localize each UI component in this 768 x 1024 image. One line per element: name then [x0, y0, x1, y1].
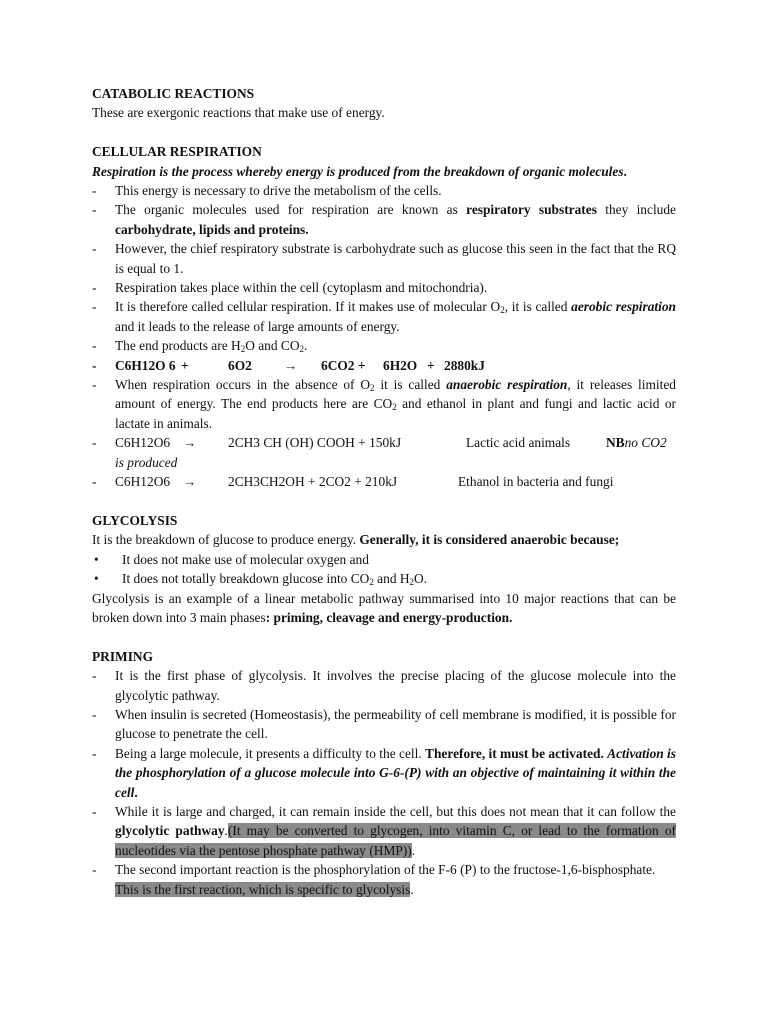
list-item: • It does not make use of molecular oxygen and	[94, 551, 369, 567]
list-item: - While it is large and charged, it can remain inside the cell, but this does not mean that it can follow the glycolytic pathway.(It may be converted to glycogen, into vitamin C, or lead to the formation of nucleotides via the pentose phosphate pathway (HMP)).	[92, 803, 676, 858]
list-item: - Being a large molecule, it presents a difficulty to the cell. Therefore, it must be activated. Activation is the phosphorylation of a glucose molecule into G-6-(P) with an objective of maintaining it within the cell.	[92, 745, 676, 800]
highlighted-text: (It may be converted to glycogen, into vitamin C, or lead to the formation of nucleotides via the pentose phosphate pathway (HMP))	[115, 823, 676, 858]
glycolysis-paragraph: Glycolysis is an example of a linear metabolic pathway summarised into 10 major reactions that can be broken down into 3 main phases: priming, cleavage and energy-production.	[92, 590, 676, 625]
list-item: - The second important reaction is the phosphorylation of the F-6 (P) to the fructose-1,6-bisphosphate. This is the first reaction, which is specific to glycolysis.	[92, 862, 656, 897]
list-item: - However, the chief respiratory substrate is carbohydrate such as glucose this seen in the fact that the RQ is equal to 1.	[92, 241, 676, 276]
document-page	[92, 84, 676, 899]
list-item: - Respiration takes place within the cell (cytoplasm and mitochondria).	[92, 280, 488, 296]
list-item: - It is the first phase of glycolysis. It involves the precise placing of the glucose molecule into the glycolytic pathway.	[92, 668, 676, 703]
glycolysis-intro: It is the breakdown of glucose to produce energy. Generally, it is considered anaerobic because;	[92, 532, 620, 548]
respiration-heading: CELLULAR RESPIRATION	[92, 144, 262, 160]
list-item: - This energy is necessary to drive the metabolism of the cells.	[92, 183, 442, 199]
glycolysis-heading: GLYCOLYSIS	[92, 512, 178, 528]
lactic-equation: - C6H12O6 → 2CH3 CH (OH) COOH + 150kJ Lactic acid animals NBno CO2 is produced	[92, 435, 667, 470]
highlighted-text: This is the first reaction, which is specific to glycolysis	[115, 881, 411, 897]
eq-glucose: C6H12O 6	[115, 357, 176, 373]
list-item: - The organic molecules used for respiration are known as respiratory substrates they include carbohydrate, lipids and proteins.	[92, 202, 676, 237]
catabolic-text: These are exergonic reactions that make use of energy.	[92, 105, 385, 121]
respiration-definition: Respiration is the process whereby energy is produced from the breakdown of organic molecules.	[92, 163, 627, 179]
list-item: - It is therefore called cellular respiration. If it makes use of molecular $O_2$, it is called aerobic respiration and it leads to the release of large amounts of energy.	[92, 299, 676, 334]
list-item: - The end products are $H_2O$ and $CO_2$.	[92, 338, 308, 355]
catabolic-heading: CATABOLIC REACTIONS	[92, 86, 255, 101]
priming-heading: PRIMING	[92, 648, 153, 664]
list-item: • It does not totally breakdown glucose into $CO_2$ and $H_2O$.	[94, 571, 428, 588]
list-item: - When respiration occurs in the absence of $O_2$ it is called anaerobic respiration, it releases limited amount of energy. The end products here are $CO_2$ and ethanol in plant and fungi and lactic acid or lactate in animals.	[92, 377, 676, 431]
aerobic-equation: - C6H12O 6 + 6O2 → 6CO2 + 6H2O + 2880kJ	[92, 356, 676, 375]
list-item: - When insulin is secreted (Homeostasis), the permeability of cell membrane is modified, it is possible for glucose to penetrate the cell.	[92, 706, 676, 742]
ethanol-equation: - C6H12O6 → 2CH3CH2OH + 2CO2 + 210kJ Ethanol in bacteria and fungi	[92, 474, 614, 490]
